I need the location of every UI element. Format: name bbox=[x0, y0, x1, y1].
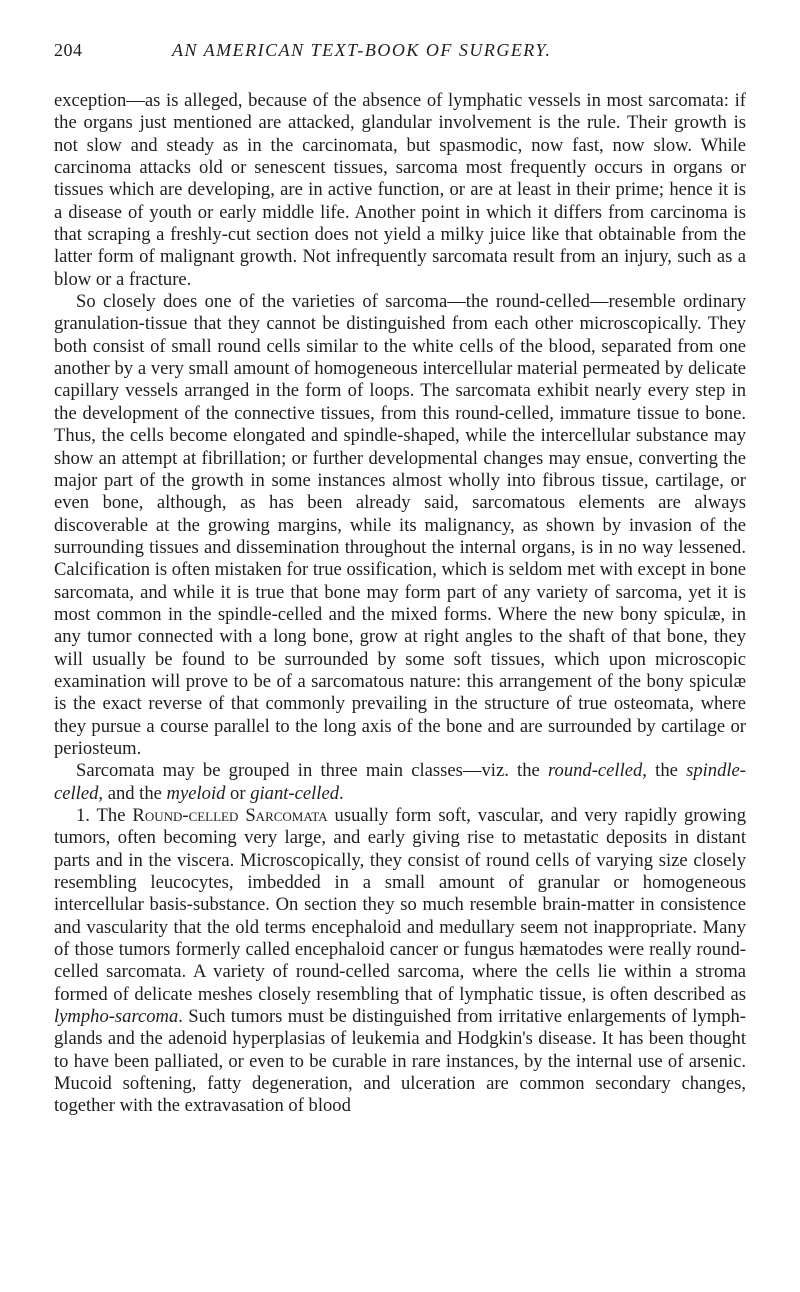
paragraph-classification bbox=[54, 760, 746, 805]
section-text: usually form soft, vascular, and very rapidly growing tumors, often becoming very large, and early giving rise to metastatic deposits in distant parts and in the viscera. Microscopically, they consist of round cells of varying size closely resembling leucocytes, imbedded in a small amount of granular or homogeneous intercellular basis-substance. On section they so much resemble brain-matter in consistence and vascularity that the old terms encephaloid and medullary seem not inappropriate. Many of those tumors formerly called encephaloid cancer or fungus hæmatodes were really round-celled sarcomata. A variety of round-celled sarcoma, where the cells lie within a stroma formed of delicate meshes closely resembling that of lymphatic tissue, is often described as bbox=[54, 805, 746, 1005]
body-text bbox=[54, 90, 746, 1118]
section-number: 1. The bbox=[76, 805, 133, 826]
book-page bbox=[54, 40, 746, 1118]
page-number: 204 bbox=[54, 40, 83, 60]
class-round-celled: round-celled bbox=[547, 760, 643, 782]
paragraph-continuation: exception—as is alleged, because of the absence of lymphatic vessels in most sarcomata: if the organs just mentioned are attacked, glandular involvement is the rule. Their growth is not slow and steady as in the carcinomata, but spasmodic, now fast, now slow. While carcinoma attacks old or senescent tissues, sarcoma most frequently occurs in organs or tissues which are developing, are in active function, or are at least in their prime; hence it is a disease of youth or early middle life. Another point in which it differs from carcinoma is that scraping a freshly-cut section does not yield a milky juice like that obtainable from the latter form of malignant growth. Not infrequently sarcomata result from an injury, such as a blow or a fracture. bbox=[54, 90, 746, 290]
classification-separator: , the bbox=[642, 760, 687, 782]
section-heading: Round-celled Sarcomata bbox=[132, 805, 328, 826]
class-myeloid: myeloid bbox=[166, 782, 226, 804]
classification-intro: Sarcomata may be grouped in three main classes—viz. the bbox=[76, 760, 548, 782]
classification-separator: or bbox=[225, 782, 251, 804]
class-spindle-celled: spindle-celled bbox=[54, 760, 746, 804]
section-text-continued: . Such tumors must be distinguished from irritative enlargements of lymph-glands and the adenoid hyperplasias of leukemia and Hodgkin's disease. It has been thought to have been palliated, or even to be curable in rare instances, by the internal use of arsenic. Mucoid softening, fatty degeneration, and ulceration are common secondary changes, together with the extravasation of blood bbox=[54, 1006, 746, 1117]
class-giant-celled: giant-celled bbox=[250, 782, 340, 804]
running-title: AN AMERICAN TEXT-BOOK OF SURGERY. bbox=[172, 40, 552, 60]
term-lympho-sarcoma: lympho-sarcoma bbox=[54, 1006, 179, 1028]
running-head bbox=[54, 40, 746, 70]
classification-separator: , and the bbox=[98, 782, 167, 804]
classification-end: . bbox=[339, 782, 344, 804]
paragraph-round-celled-sarcomata bbox=[54, 805, 746, 1118]
paragraph-round-celled-resemblance: So closely does one of the varieties of sarcoma—the round-celled—resemble ordinary granulation-tissue that they cannot be distinguished from each other microscopically. They both consist of small round cells similar to the white cells of the blood, separated from one another by a very small amount of homogeneous intercellular material permeated by delicate capillary vessels arranged in the form of loops. The sarcomata exhibit nearly every step in the development of the connective tissues, from this round-celled, immature tissue to bone. Thus, the cells become elongated and spindle-shaped, while the intercellular substance may show an attempt at fibrillation; or further developmental changes may ensue, converting the major part of the growth in some instances almost wholly into fibrous tissue, cartilage, or even bone, although, as has been already said, sarcomatous elements are always discoverable at the growing margins, while its malignancy, as shown by invasion of the surrounding tissues and dissemination throughout the internal organs, is in no way lessened. Calcification is often mistaken for true ossification, which is seldom met with except in bone sarcomata, and while it is true that bone may form part of any variety of sarcoma, yet it is most common in the spindle-celled and the mixed forms. Where the new bony spiculæ, in any tumor connected with a long bone, grow at right angles to the shaft of that bone, they will usually be found to be surrounded by some soft tissues, which upon microscopic examination will prove to be of a sarcomatous nature: this arrangement of the bony spiculæ is the exact reverse of that commonly prevailing in the structure of true osteomata, where they pursue a course parallel to the long axis of the bone and are surrounded by cartilage or periosteum. bbox=[54, 291, 746, 759]
